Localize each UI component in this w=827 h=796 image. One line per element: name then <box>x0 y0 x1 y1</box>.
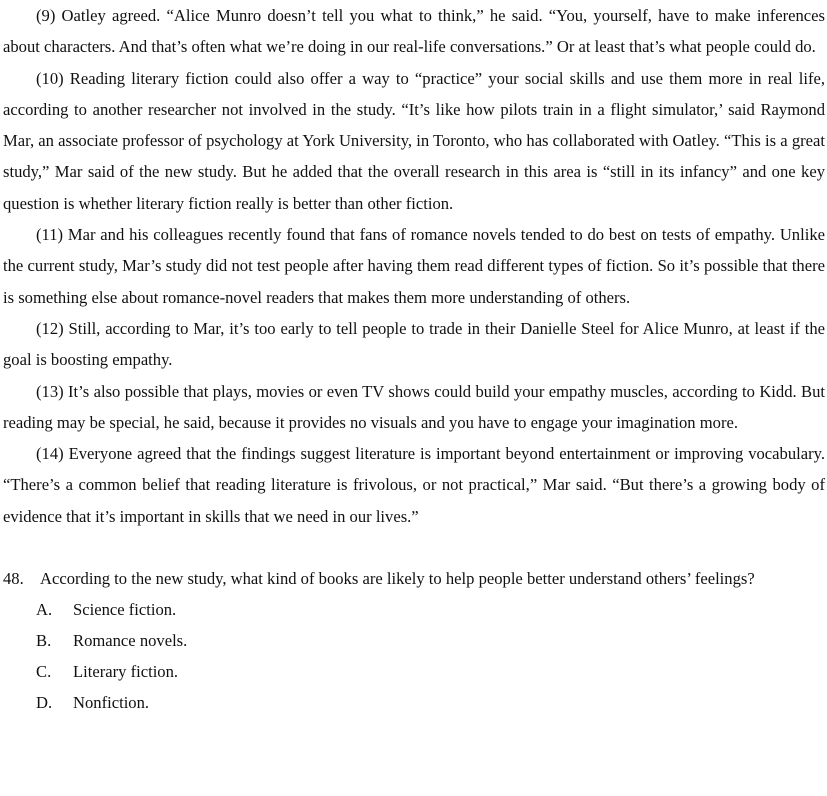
option-letter: D. <box>36 693 53 713</box>
option-text: Nonfiction. <box>73 693 150 713</box>
option-letter: C. <box>36 662 52 682</box>
question-stem <box>3 563 825 594</box>
paragraph-11: (11) Mar and his colleagues recently found that fans of romance novels tended to do best on tests of empathy. Unlike the current study, Mar’s study did not test people after having them read different types of fiction. So it’s possible that there is something else about romance-novel readers that makes them more understanding of others. <box>3 225 825 307</box>
paragraph-10: (10) Reading literary fiction could also offer a way to “practice” your social skills and use them more in real life, according to another researcher not involved in the study. “It’s like how pilots train in a flight simulator,’ said Raymond Mar, an associate professor of psychology at York University, in Toronto, who has collaborated with Oatley. “This is a great study,” Mar said of the new study. But he added that the overall research in this area is “still in its infancy” and one key question is whether literary fiction really is better than other fiction. <box>3 68 825 213</box>
paragraph-14: (14) Everyone agreed that the findings suggest literature is important beyond entertainment or improving vocabulary. “There’s a common belief that reading literature is frivolous, or not practical,” Mar said. “But there’s a growing body of evidence that it’s important in skills that we need in our lives.” <box>3 444 825 526</box>
option-text: Literary fiction. <box>73 662 179 682</box>
section-gap <box>3 532 825 563</box>
option-text: Science fiction. <box>73 600 177 620</box>
option-b <box>3 625 825 656</box>
paragraph-9: (9) Oatley agreed. “Alice Munro doesn’t tell you what to think,” he said. “You, yourself, have to make inferences about characters. And that’s often what we’re doing in our real-life conversations.” Or at least that’s what people could do. <box>3 6 825 57</box>
option-text: Romance novels. <box>73 631 188 651</box>
question-text: According to the new study, what kind of books are likely to help people better understand others’ feelings? <box>40 569 755 589</box>
paragraph-13: (13) It’s also possible that plays, movies or even TV shows could build your empathy muscles, according to Kidd. But reading may be special, he said, because it provides no visuals and you have to engage your imagination more. <box>3 381 825 432</box>
option-letter: B. <box>36 631 52 651</box>
answer-options <box>3 594 825 718</box>
option-a <box>3 594 825 625</box>
passage <box>3 0 825 532</box>
paragraph-12: (12) Still, according to Mar, it’s too early to tell people to trade in their Danielle Steel for Alice Munro, at least if the goal is boosting empathy. <box>3 318 825 370</box>
option-letter: A. <box>36 600 53 620</box>
option-c <box>3 656 825 687</box>
option-d <box>3 687 825 718</box>
document-page <box>3 0 825 718</box>
question-number: 48. <box>3 569 24 589</box>
question-48 <box>3 563 825 718</box>
